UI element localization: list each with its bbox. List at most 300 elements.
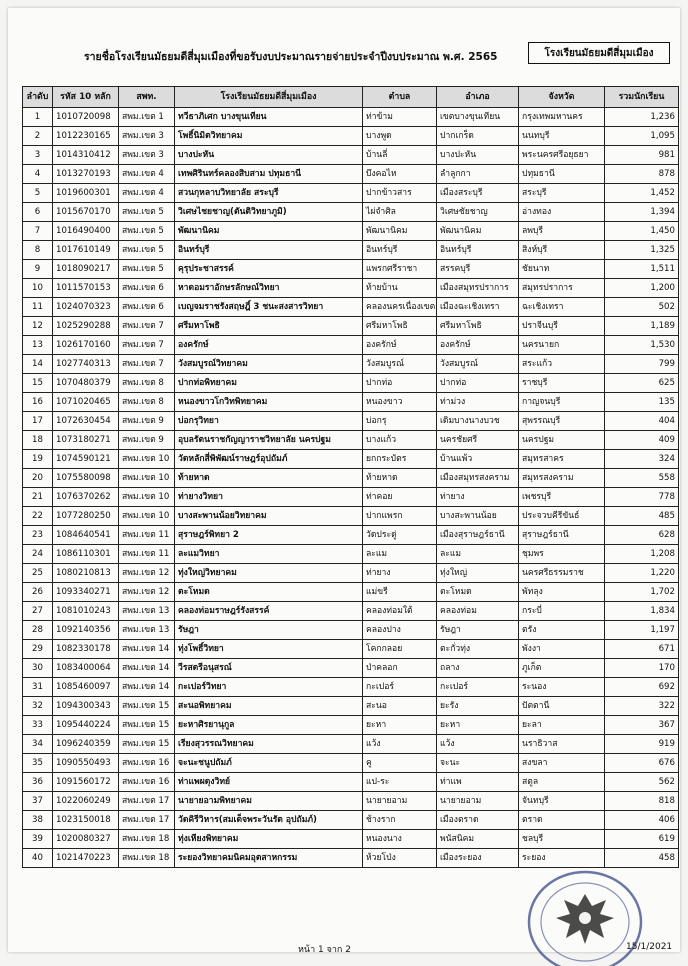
row-number: 32 <box>23 697 53 716</box>
row-number: 27 <box>23 602 53 621</box>
subdistrict: หนองขาว <box>363 393 437 412</box>
table-row <box>23 431 679 450</box>
student-count: 170 <box>605 659 679 678</box>
col-header-office: สพท. <box>119 87 175 108</box>
row-number: 39 <box>23 830 53 849</box>
row-number: 24 <box>23 545 53 564</box>
student-count: 981 <box>605 146 679 165</box>
district: ท่าม่วง <box>437 393 519 412</box>
table-row <box>23 621 679 640</box>
school-code: 1085460097 <box>53 678 119 697</box>
school-name: วิเศษไชยชาญ(ตันติวิทยาภูมิ) <box>175 203 363 222</box>
school-name: ยะหาศิรยานุกูล <box>175 716 363 735</box>
subdistrict: ท่ายาง <box>363 564 437 583</box>
row-number: 12 <box>23 317 53 336</box>
table-row <box>23 222 679 241</box>
education-office: สพม.เขต 14 <box>119 678 175 697</box>
school-code: 1073180271 <box>53 431 119 450</box>
row-number: 21 <box>23 488 53 507</box>
province: ระนอง <box>519 678 605 697</box>
school-code: 1010720098 <box>53 108 119 127</box>
school-name: ทุ่งเหียงพิทยาคม <box>175 830 363 849</box>
subdistrict: คู <box>363 754 437 773</box>
district: จะนะ <box>437 754 519 773</box>
row-number: 30 <box>23 659 53 678</box>
table-row <box>23 526 679 545</box>
row-number: 6 <box>23 203 53 222</box>
education-office: สพม.เขต 12 <box>119 583 175 602</box>
row-number: 4 <box>23 165 53 184</box>
district: เมืองสมุทรสงคราม <box>437 469 519 488</box>
row-number: 29 <box>23 640 53 659</box>
table-row <box>23 241 679 260</box>
province: ปราจีนบุรี <box>519 317 605 336</box>
school-code: 1013270193 <box>53 165 119 184</box>
school-code: 1027740313 <box>53 355 119 374</box>
table-row <box>23 792 679 811</box>
education-office: สพม.เขต 10 <box>119 469 175 488</box>
province: สงขลา <box>519 754 605 773</box>
school-name: สุราษฎร์พิทยา 2 <box>175 526 363 545</box>
table-row <box>23 583 679 602</box>
row-number: 8 <box>23 241 53 260</box>
table-row <box>23 678 679 697</box>
school-code: 1070480379 <box>53 374 119 393</box>
education-office: สพม.เขต 15 <box>119 697 175 716</box>
province: สุราษฎร์ธานี <box>519 526 605 545</box>
student-count: 628 <box>605 526 679 545</box>
school-code: 1023150018 <box>53 811 119 830</box>
subdistrict: บึงคอไห <box>363 165 437 184</box>
subdistrict: ท่าคอย <box>363 488 437 507</box>
subdistrict: ท้ายบ้าน <box>363 279 437 298</box>
province: นครนายก <box>519 336 605 355</box>
row-number: 7 <box>23 222 53 241</box>
subdistrict: พัฒนานิคม <box>363 222 437 241</box>
table-row <box>23 184 679 203</box>
student-count: 1,834 <box>605 602 679 621</box>
education-office: สพม.เขต 18 <box>119 830 175 849</box>
school-code: 1094300343 <box>53 697 119 716</box>
district: ถลาง <box>437 659 519 678</box>
school-code: 1017610149 <box>53 241 119 260</box>
student-count: 619 <box>605 830 679 849</box>
education-office: สพม.เขต 17 <box>119 811 175 830</box>
school-name: สะนอพิทยาคม <box>175 697 363 716</box>
document-page <box>8 8 680 955</box>
row-number: 22 <box>23 507 53 526</box>
row-number: 15 <box>23 374 53 393</box>
school-name: หนองขาวโกวิทพิทยาคม <box>175 393 363 412</box>
subdistrict: บางแก้ว <box>363 431 437 450</box>
row-number: 2 <box>23 127 53 146</box>
student-count: 322 <box>605 697 679 716</box>
student-count: 324 <box>605 450 679 469</box>
subdistrict: บางพูด <box>363 127 437 146</box>
school-name: สวนกุหลาบวิทยาลัย สระบุรี <box>175 184 363 203</box>
row-number: 11 <box>23 298 53 317</box>
table-row <box>23 469 679 488</box>
district: กะเปอร์ <box>437 678 519 697</box>
student-count: 558 <box>605 469 679 488</box>
education-office: สพม.เขต 8 <box>119 374 175 393</box>
education-office: สพม.เขต 11 <box>119 545 175 564</box>
table-row <box>23 450 679 469</box>
col-header-students: รวมนักเรียน <box>605 87 679 108</box>
table-row <box>23 317 679 336</box>
school-code: 1016490400 <box>53 222 119 241</box>
education-office: สพม.เขต 4 <box>119 184 175 203</box>
school-table <box>22 86 679 868</box>
school-code: 1077280250 <box>53 507 119 526</box>
student-count: 404 <box>605 412 679 431</box>
subdistrict: คลองท่อมใต้ <box>363 602 437 621</box>
education-office: สพม.เขต 1 <box>119 108 175 127</box>
school-name: ตะโหมด <box>175 583 363 602</box>
col-header-subdistrict: ตำบล <box>363 87 437 108</box>
education-office: สพม.เขต 14 <box>119 640 175 659</box>
table-header-row <box>23 87 679 108</box>
row-number: 38 <box>23 811 53 830</box>
province: สมุทรสงคราม <box>519 469 605 488</box>
province: สมุทรปราการ <box>519 279 605 298</box>
district: เมืองฉะเชิงเทรา <box>437 298 519 317</box>
province: ภูเก็ต <box>519 659 605 678</box>
table-row <box>23 336 679 355</box>
school-code: 1095440224 <box>53 716 119 735</box>
province: สิงห์บุรี <box>519 241 605 260</box>
subdistrict: ไผ่จำศิล <box>363 203 437 222</box>
row-number: 33 <box>23 716 53 735</box>
education-office: สพม.เขต 17 <box>119 792 175 811</box>
student-count: 1,197 <box>605 621 679 640</box>
district: ปากเกร็ด <box>437 127 519 146</box>
school-name: วัดหลักสี่พิพัฒน์ราษฎร์อุปถัมภ์ <box>175 450 363 469</box>
province: ยะลา <box>519 716 605 735</box>
school-code: 1019600301 <box>53 184 119 203</box>
school-code: 1074590121 <box>53 450 119 469</box>
table-row <box>23 165 679 184</box>
education-office: สพม.เขต 3 <box>119 127 175 146</box>
district: เมืองสมุทรปราการ <box>437 279 519 298</box>
school-name: อินทร์บุรี <box>175 241 363 260</box>
row-number: 40 <box>23 849 53 868</box>
table-row <box>23 545 679 564</box>
district: ตะกั่วทุ่ง <box>437 640 519 659</box>
student-count: 692 <box>605 678 679 697</box>
district: เมืองสุราษฎร์ธานี <box>437 526 519 545</box>
student-count: 625 <box>605 374 679 393</box>
table-row <box>23 716 679 735</box>
school-name: วัดคิรีวิหาร(สมเด็จพระวันรัต อุปถัมภ์) <box>175 811 363 830</box>
school-name: ทุ่งโพธิ์วิทยา <box>175 640 363 659</box>
education-office: สพม.เขต 7 <box>119 317 175 336</box>
education-office: สพม.เขต 10 <box>119 450 175 469</box>
school-name: ศรีมหาโพธิ <box>175 317 363 336</box>
province: นครปฐม <box>519 431 605 450</box>
subdistrict: ช้างราก <box>363 811 437 830</box>
education-office: สพม.เขต 15 <box>119 735 175 754</box>
table-row <box>23 811 679 830</box>
row-number: 23 <box>23 526 53 545</box>
school-code: 1076370262 <box>53 488 119 507</box>
row-number: 10 <box>23 279 53 298</box>
school-code: 1018090217 <box>53 260 119 279</box>
subdistrict: ปากข้าวสาร <box>363 184 437 203</box>
district: ท่ายาง <box>437 488 519 507</box>
subdistrict: องครักษ์ <box>363 336 437 355</box>
row-number: 28 <box>23 621 53 640</box>
district: บ้านแพ้ว <box>437 450 519 469</box>
student-count: 406 <box>605 811 679 830</box>
district: ลำลูกกา <box>437 165 519 184</box>
row-number: 36 <box>23 773 53 792</box>
education-office: สพม.เขต 12 <box>119 564 175 583</box>
table-row <box>23 659 679 678</box>
school-name: คุรุประชาสรรค์ <box>175 260 363 279</box>
school-name: ละแมวิทยา <box>175 545 363 564</box>
school-code: 1086110301 <box>53 545 119 564</box>
student-count: 502 <box>605 298 679 317</box>
student-count: 1,095 <box>605 127 679 146</box>
education-office: สพม.เขต 10 <box>119 507 175 526</box>
district: วังสมบูรณ์ <box>437 355 519 374</box>
col-header-code: รหัส 10 หลัก <box>53 87 119 108</box>
education-office: สพม.เขต 5 <box>119 241 175 260</box>
education-office: สพม.เขต 9 <box>119 431 175 450</box>
district: เดิมบางนางบวช <box>437 412 519 431</box>
table-row <box>23 374 679 393</box>
province: ตรัง <box>519 621 605 640</box>
school-code: 1071020465 <box>53 393 119 412</box>
student-count: 878 <box>605 165 679 184</box>
school-code: 1021470223 <box>53 849 119 868</box>
subdistrict: คลองปาง <box>363 621 437 640</box>
school-code: 1015670170 <box>53 203 119 222</box>
education-office: สพม.เขต 16 <box>119 754 175 773</box>
province: นนทบุรี <box>519 127 605 146</box>
education-office: สพม.เขต 18 <box>119 849 175 868</box>
school-code: 1081010243 <box>53 602 119 621</box>
school-name: รัษฎา <box>175 621 363 640</box>
school-name: ท่ายางวิทยา <box>175 488 363 507</box>
school-name: หาดอมราอักษรลักษณ์วิทยา <box>175 279 363 298</box>
table-row <box>23 260 679 279</box>
table-row <box>23 412 679 431</box>
province: สตูล <box>519 773 605 792</box>
school-name: วีรสตรีอนุสรณ์ <box>175 659 363 678</box>
education-office: สพม.เขต 11 <box>119 526 175 545</box>
page-number: หน้า 1 จาก 2 <box>298 945 351 955</box>
student-count: 1,394 <box>605 203 679 222</box>
table-row <box>23 146 679 165</box>
student-count: 458 <box>605 849 679 868</box>
student-count: 409 <box>605 431 679 450</box>
subdistrict: แว้ง <box>363 735 437 754</box>
student-count: 562 <box>605 773 679 792</box>
school-code: 1090550493 <box>53 754 119 773</box>
province: พัทลุง <box>519 583 605 602</box>
province: กระบี่ <box>519 602 605 621</box>
subdistrict: บ้านลี่ <box>363 146 437 165</box>
province: พระนครศรีอยุธยา <box>519 146 605 165</box>
school-code: 1092140356 <box>53 621 119 640</box>
district: เขตบางขุนเทียน <box>437 108 519 127</box>
province: นครศรีธรรมราช <box>519 564 605 583</box>
row-number: 1 <box>23 108 53 127</box>
school-name: เรียงสุวรรณวิทยาคม <box>175 735 363 754</box>
student-count: 1,208 <box>605 545 679 564</box>
subdistrict: แป-ระ <box>363 773 437 792</box>
school-code: 1072630454 <box>53 412 119 431</box>
table-row <box>23 507 679 526</box>
district: อินทร์บุรี <box>437 241 519 260</box>
table-row <box>23 735 679 754</box>
table-row <box>23 279 679 298</box>
col-header-no: ลำดับ <box>23 87 53 108</box>
district: พนัสนิคม <box>437 830 519 849</box>
school-name: เบญจมราชรังสฤษฎิ์ 3 ชนะสงสารวิทยา <box>175 298 363 317</box>
subdistrict: ยะหา <box>363 716 437 735</box>
subdistrict: คลองนครเนื่องเขต <box>363 298 437 317</box>
student-count: 135 <box>605 393 679 412</box>
student-count: 1,189 <box>605 317 679 336</box>
student-count: 676 <box>605 754 679 773</box>
subdistrict: แพรกศรีราชา <box>363 260 437 279</box>
subdistrict: ป่าคลอก <box>363 659 437 678</box>
province: สระแก้ว <box>519 355 605 374</box>
school-name: บางปะหัน <box>175 146 363 165</box>
district: บางสะพานน้อย <box>437 507 519 526</box>
province: ระยอง <box>519 849 605 868</box>
subdistrict: นายายอาม <box>363 792 437 811</box>
subdistrict: ท้ายหาด <box>363 469 437 488</box>
education-office: สพม.เขต 9 <box>119 412 175 431</box>
subdistrict: ห้วยโป่ง <box>363 849 437 868</box>
subdistrict: ท่าข้าม <box>363 108 437 127</box>
education-office: สพม.เขต 7 <box>119 336 175 355</box>
district: ท่าแพ <box>437 773 519 792</box>
row-number: 35 <box>23 754 53 773</box>
row-number: 37 <box>23 792 53 811</box>
district: ยะรัง <box>437 697 519 716</box>
education-office: สพม.เขต 15 <box>119 716 175 735</box>
school-name: ปากท่อพิทยาคม <box>175 374 363 393</box>
school-code: 1091560172 <box>53 773 119 792</box>
col-header-school: โรงเรียนมัธยมดีสี่มุมเมือง <box>175 87 363 108</box>
education-office: สพม.เขต 16 <box>119 773 175 792</box>
school-name: องครักษ์ <box>175 336 363 355</box>
row-number: 34 <box>23 735 53 754</box>
table-row <box>23 108 679 127</box>
province: กรุงเทพมหานคร <box>519 108 605 127</box>
district: รัษฎา <box>437 621 519 640</box>
education-office: สพม.เขต 8 <box>119 393 175 412</box>
student-count: 1,236 <box>605 108 679 127</box>
subdistrict: สะนอ <box>363 697 437 716</box>
table-row <box>23 773 679 792</box>
district: นครชัยศรี <box>437 431 519 450</box>
row-number: 26 <box>23 583 53 602</box>
school-name: อุบลรัตนราชกัญญาราชวิทยาลัย นครปฐม <box>175 431 363 450</box>
district: ศรีมหาโพธิ <box>437 317 519 336</box>
student-count: 1,325 <box>605 241 679 260</box>
student-count: 818 <box>605 792 679 811</box>
district: เมืองตราด <box>437 811 519 830</box>
school-name: นายายอามพิทยาคม <box>175 792 363 811</box>
subdistrict: วัดประดู่ <box>363 526 437 545</box>
district: สรรคบุรี <box>437 260 519 279</box>
province: สุพรรณบุรี <box>519 412 605 431</box>
province: กาญจนบุรี <box>519 393 605 412</box>
row-number: 20 <box>23 469 53 488</box>
table-row <box>23 697 679 716</box>
table-row <box>23 488 679 507</box>
district: ตะโหมด <box>437 583 519 602</box>
subdistrict: ปากแพรก <box>363 507 437 526</box>
education-office: สพม.เขต 4 <box>119 165 175 184</box>
school-name: บ่อกรุวิทยา <box>175 412 363 431</box>
province: สมุทรสาคร <box>519 450 605 469</box>
school-code: 1082330178 <box>53 640 119 659</box>
row-number: 16 <box>23 393 53 412</box>
province: เพชรบุรี <box>519 488 605 507</box>
school-name: โพธิ์นิมิตวิทยาคม <box>175 127 363 146</box>
table-row <box>23 564 679 583</box>
student-count: 485 <box>605 507 679 526</box>
school-code: 1096240359 <box>53 735 119 754</box>
row-number: 3 <box>23 146 53 165</box>
school-name: ทวีธาภิเศก บางขุนเทียน <box>175 108 363 127</box>
district: วิเศษชัยชาญ <box>437 203 519 222</box>
category-badge: โรงเรียนมัธยมดีสี่มุมเมือง <box>528 42 670 64</box>
school-name: กะเปอร์วิทยา <box>175 678 363 697</box>
student-count: 1,530 <box>605 336 679 355</box>
school-code: 1083400064 <box>53 659 119 678</box>
district: ปากท่อ <box>437 374 519 393</box>
school-code: 1026170160 <box>53 336 119 355</box>
table-row <box>23 830 679 849</box>
education-office: สพม.เขต 5 <box>119 203 175 222</box>
school-name: ระยองวิทยาคมนิคมอุตสาหกรรม <box>175 849 363 868</box>
education-office: สพม.เขต 14 <box>119 659 175 678</box>
row-number: 19 <box>23 450 53 469</box>
school-name: ท่าแพผดุงวิทย์ <box>175 773 363 792</box>
table-row <box>23 203 679 222</box>
subdistrict: บ่อกรุ <box>363 412 437 431</box>
school-name: คลองท่อมราษฎร์รังสรรค์ <box>175 602 363 621</box>
subdistrict: วังสมบูรณ์ <box>363 355 437 374</box>
school-name: ทุ่งใหญ่วิทยาคม <box>175 564 363 583</box>
education-office: สพม.เขต 3 <box>119 146 175 165</box>
province: นราธิวาส <box>519 735 605 754</box>
school-code: 1025290288 <box>53 317 119 336</box>
row-number: 9 <box>23 260 53 279</box>
district: บางปะหัน <box>437 146 519 165</box>
province: จันทบุรี <box>519 792 605 811</box>
school-name: พัฒนานิคม <box>175 222 363 241</box>
subdistrict: กะเปอร์ <box>363 678 437 697</box>
school-name: วังสมบูรณ์วิทยาคม <box>175 355 363 374</box>
row-number: 25 <box>23 564 53 583</box>
school-code: 1011570153 <box>53 279 119 298</box>
student-count: 1,450 <box>605 222 679 241</box>
school-name: เทพศิรินทร์คลองสิบสาม ปทุมธานี <box>175 165 363 184</box>
row-number: 18 <box>23 431 53 450</box>
province: ชลบุรี <box>519 830 605 849</box>
province: ประจวบคีรีขันธ์ <box>519 507 605 526</box>
province: ปทุมธานี <box>519 165 605 184</box>
